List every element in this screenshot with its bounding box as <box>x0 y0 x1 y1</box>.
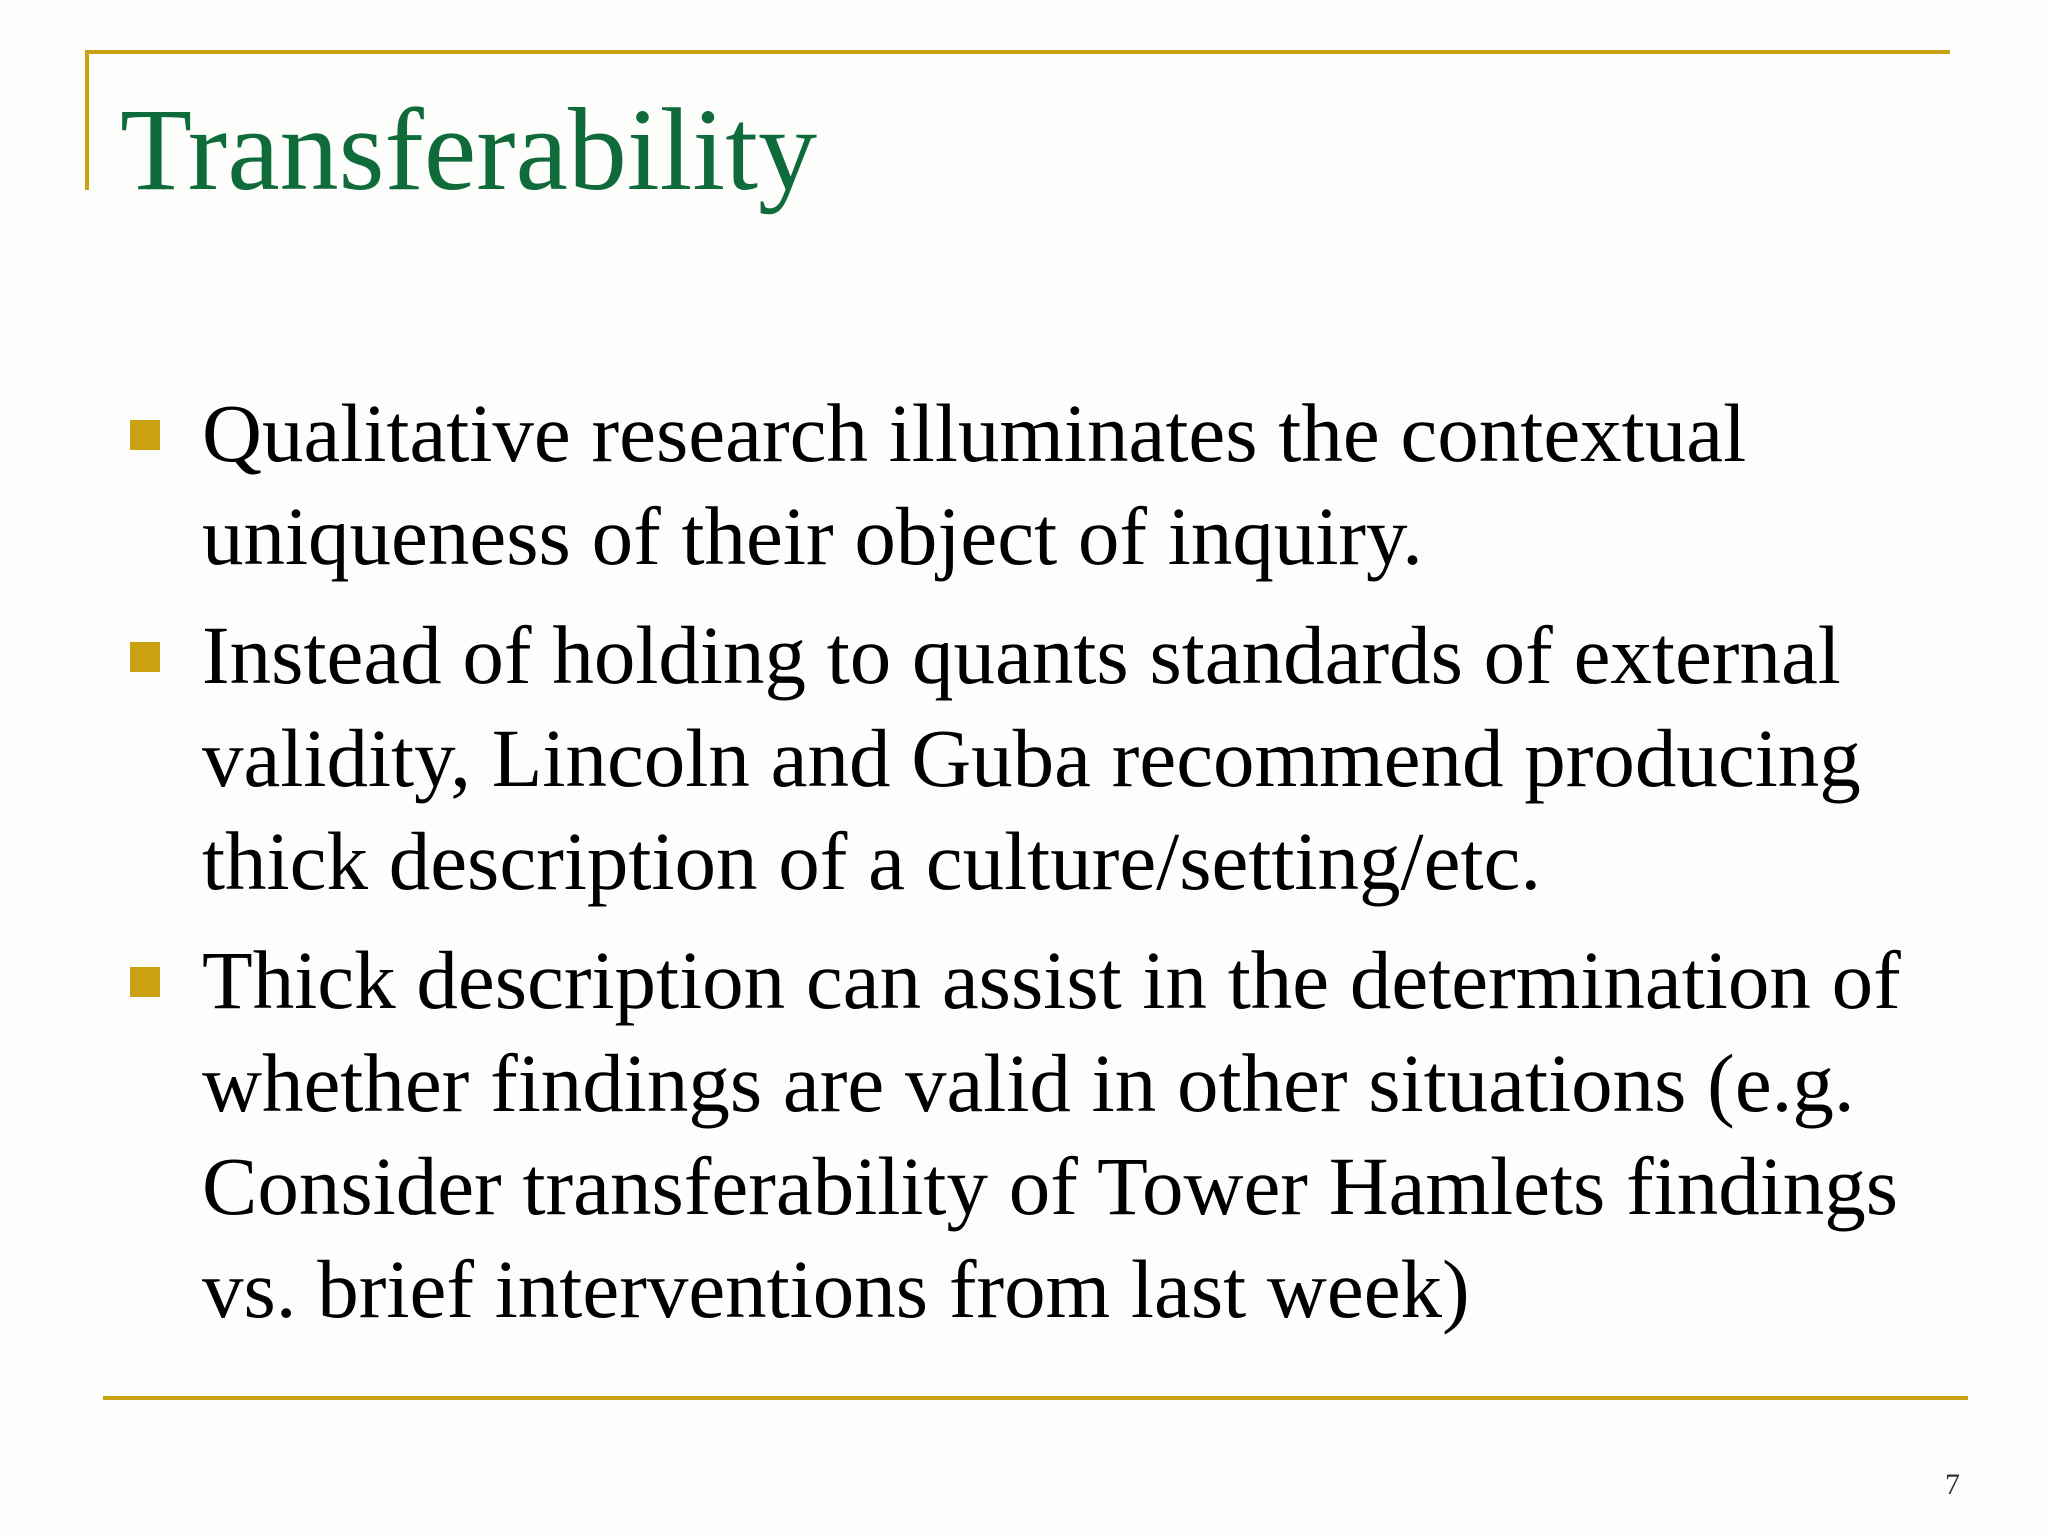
title-frame-top-rule <box>85 50 1950 54</box>
square-bullet-icon <box>130 967 160 997</box>
page-number: 7 <box>1945 1468 1960 1501</box>
bullet-item <box>124 382 1944 588</box>
title-frame-left-rule <box>85 50 89 190</box>
bullet-item <box>124 604 1944 913</box>
bullet-text: Qualitative research illuminates the contextual uniqueness of their object of inquiry. <box>202 387 1747 582</box>
slide-title: Transferability <box>120 84 817 215</box>
bullet-item <box>124 929 1944 1341</box>
bullet-list <box>124 382 1944 1357</box>
footer-rule <box>103 1396 1968 1400</box>
square-bullet-icon <box>130 642 160 672</box>
bullet-text: Thick description can assist in the determination of whether findings are valid in other situations (e.g. Consider transferability of Tower Hamlets findings vs. brief interventions from last week) <box>202 934 1901 1335</box>
square-bullet-icon <box>130 420 160 450</box>
bullet-text: Instead of holding to quants standards of external validity, Lincoln and Guba recommend producing thick description of a culture/setting/etc. <box>202 609 1861 907</box>
